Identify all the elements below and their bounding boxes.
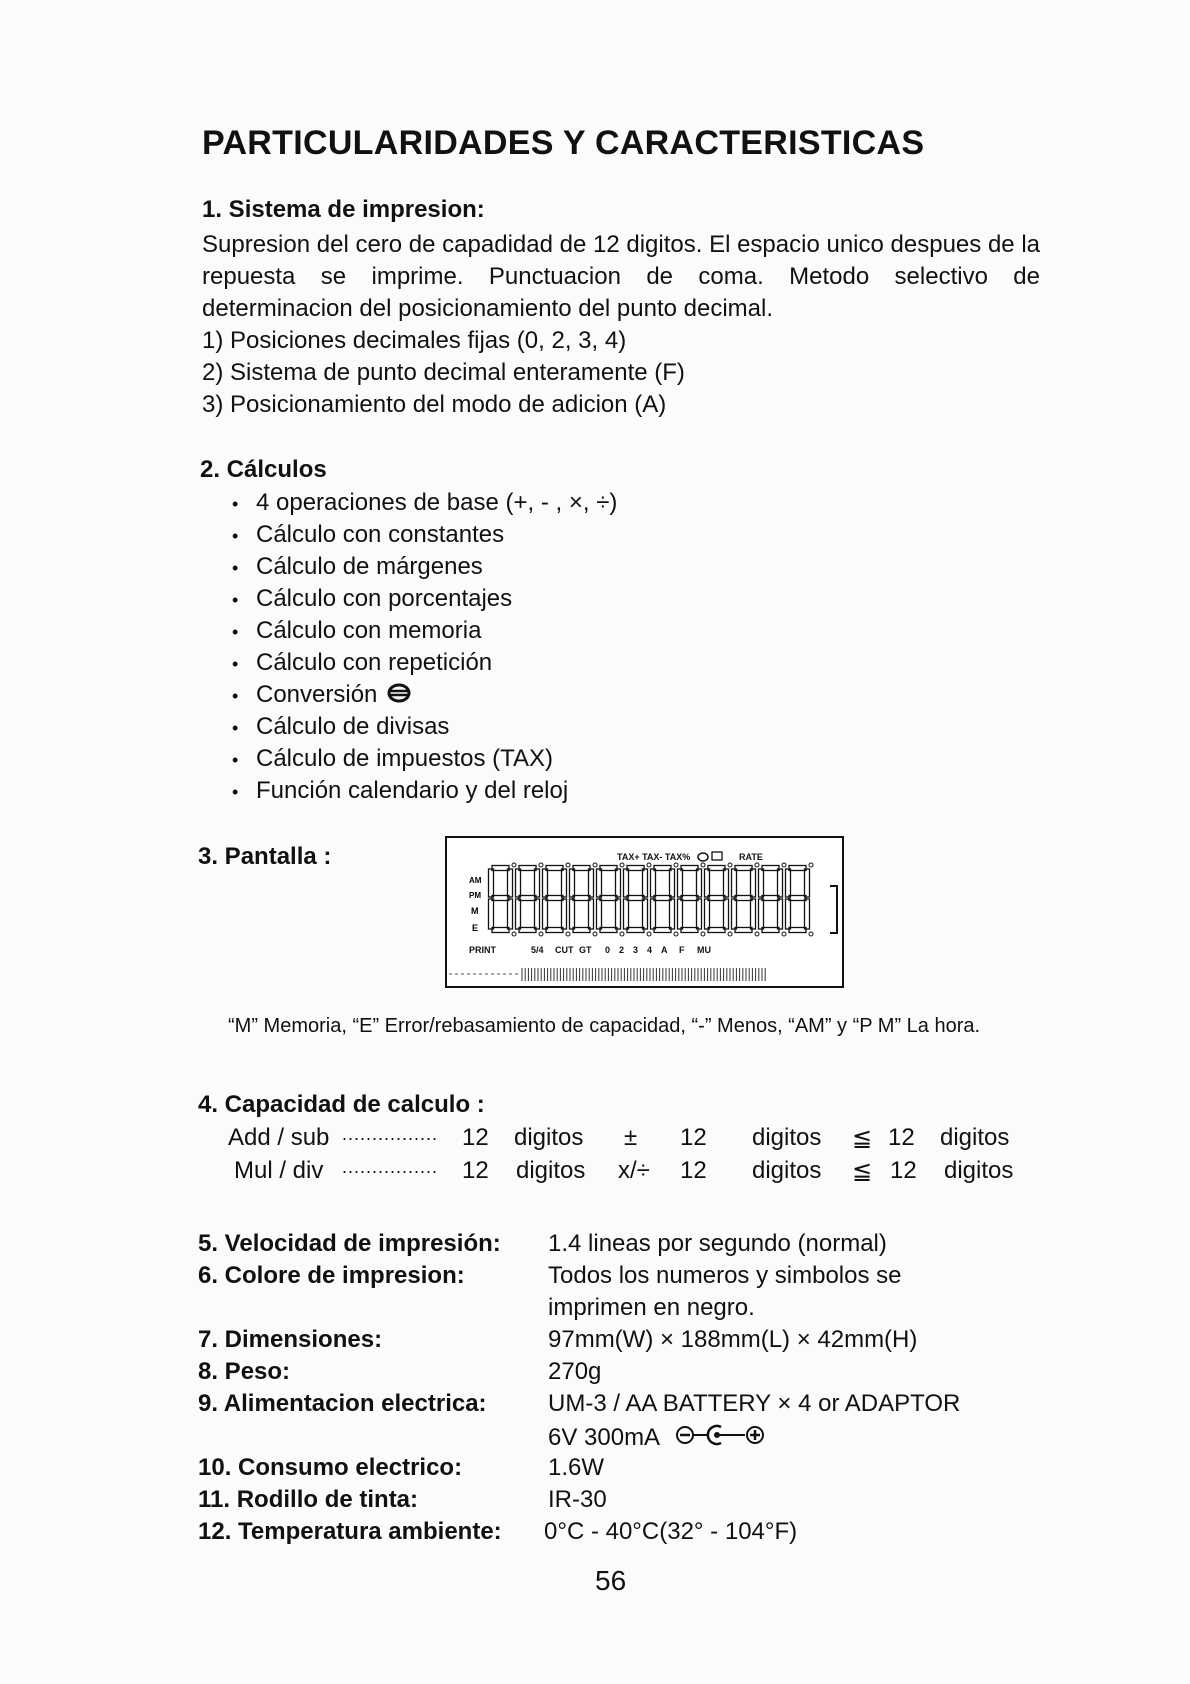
- lcd-bottom-label: F: [679, 945, 685, 955]
- page-title: PARTICULARIDADES Y CARACTERISTICAS: [202, 124, 925, 162]
- spec-label: 10. Consumo electrico:: [198, 1454, 463, 1481]
- section3-heading: 3. Pantalla :: [198, 843, 332, 870]
- capacity-unit: digitos: [516, 1157, 586, 1184]
- spec-value: Todos los numeros y simbolos se: [548, 1262, 902, 1289]
- lcd-digit: [678, 863, 706, 936]
- capacity-label: Add / sub: [228, 1124, 330, 1151]
- section1-heading: 1. Sistema de impresion:: [202, 196, 485, 223]
- lcd-bottom-label: 4: [647, 945, 653, 955]
- list-item: • 4 operaciones de base (+, - , ×, ÷): [232, 487, 617, 519]
- lcd-left-label: AM: [469, 876, 482, 885]
- capacity-unit: digitos: [514, 1124, 584, 1151]
- spec-value: 0°C - 40°C(32° - 104°F): [544, 1518, 798, 1545]
- list-item-conversion: [232, 679, 617, 711]
- lcd-svg: [447, 838, 842, 986]
- section4-heading: 4. Capacidad de calculo :: [198, 1091, 485, 1118]
- adaptor-polarity-icon: [675, 1422, 771, 1455]
- lcd-bottom-label: PRINT: [469, 945, 496, 955]
- list-item-text: Conversión: [256, 681, 378, 708]
- spec-value: 1.6W: [548, 1454, 605, 1481]
- display-caption: “M” Memoria, “E” Error/rebasamiento de capacidad, “-” Menos, “AM” y “P M” La hora.: [228, 1015, 981, 1037]
- spec-value: 270g: [548, 1358, 602, 1385]
- capacity-value: 12: [888, 1124, 915, 1151]
- list-item: • Cálculo de impuestos (TAX): [232, 743, 617, 775]
- lcd-digit: [732, 863, 760, 936]
- capacity-value: 12: [680, 1157, 707, 1184]
- lcd-rate-label: RATE: [739, 852, 763, 862]
- lcd-top-labels: TAX+ TAX- TAX%: [617, 852, 691, 862]
- capacity-unit: digitos: [752, 1124, 822, 1151]
- lcd-bottom-label: A: [661, 945, 668, 955]
- lcd-bottom-label: MU: [697, 945, 711, 955]
- lcd-bottom-label: 0: [605, 945, 611, 955]
- lcd-bottom-label: 2: [619, 945, 625, 955]
- adaptor-rating: 6V 300mA: [548, 1423, 659, 1451]
- capacity-label: Mul / div: [234, 1157, 324, 1184]
- list-item: 2) Sistema de punto decimal enteramente (F): [202, 359, 685, 386]
- lcd-digit: [651, 863, 679, 936]
- capacity-value: 12: [462, 1124, 489, 1151]
- spec-label: 9. Alimentacion electrica:: [198, 1390, 487, 1417]
- lcd-paper-ticks: [449, 968, 765, 981]
- lcd-left-label: M: [471, 906, 479, 916]
- calculations-list: [232, 487, 617, 807]
- capacity-value: 12: [462, 1157, 489, 1184]
- lcd-digit: [786, 863, 814, 936]
- lcd-digit: [759, 863, 787, 936]
- spec-value: 97mm(W) × 188mm(L) × 42mm(H): [548, 1326, 918, 1353]
- lcd-left-label: PM: [469, 891, 481, 900]
- spec-value-continued: [548, 1422, 771, 1455]
- list-item: • Cálculo con porcentajes: [232, 583, 617, 615]
- lcd-digit: [516, 863, 544, 936]
- lcd-left-labels: [469, 876, 482, 933]
- capacity-unit: digitos: [944, 1157, 1014, 1184]
- list-item: 1) Posiciones decimales fijas (0, 2, 3, 4): [202, 327, 627, 354]
- list-item: • Cálculo con constantes: [232, 519, 617, 551]
- spec-label: 11. Rodillo de tinta:: [198, 1486, 419, 1513]
- list-item: • Cálculo con repetición: [232, 647, 617, 679]
- list-item: 3) Posicionamiento del modo de adicion (A): [202, 391, 667, 418]
- lcd-display-diagram: [445, 836, 844, 988]
- lcd-printer-indicator-icon: [712, 852, 722, 860]
- list-item: • Cálculo con memoria: [232, 615, 617, 647]
- capacity-unit: digitos: [940, 1124, 1010, 1151]
- euro-conversion-icon: [387, 680, 411, 712]
- capacity-dots: ................: [342, 1124, 439, 1144]
- decimal-modes-list: [202, 325, 685, 421]
- capacity-operator: x/÷: [618, 1157, 650, 1184]
- lcd-digit: [624, 863, 652, 936]
- lcd-bottom-label: 5/4: [531, 945, 544, 955]
- spec-value: UM-3 / AA BATTERY × 4 or ADAPTOR: [548, 1390, 961, 1417]
- lcd-digit: [597, 863, 625, 936]
- lcd-bottom-label: CUT: [555, 945, 574, 955]
- lcd-euro-indicator-icon: [698, 853, 708, 861]
- page-number: 56: [595, 1565, 627, 1596]
- spec-label: 6. Colore de impresion:: [198, 1262, 465, 1289]
- spec-value-continued: imprimen en negro.: [548, 1294, 755, 1321]
- lcd-bottom-label: 3: [633, 945, 639, 955]
- spec-label: 7. Dimensiones:: [198, 1326, 383, 1353]
- lcd-bottom-labels: [469, 945, 711, 955]
- spec-label: 12. Temperatura ambiente:: [198, 1518, 502, 1545]
- lcd-digits: [489, 863, 814, 936]
- list-item: • Cálculo de divisas: [232, 711, 617, 743]
- lcd-digit: [570, 863, 598, 936]
- lcd-digit: [705, 863, 733, 936]
- spec-label: 8. Peso:: [198, 1358, 291, 1385]
- lcd-digit: [543, 863, 571, 936]
- section2-heading: 2. Cálculos: [200, 456, 327, 483]
- spec-value: 1.4 lineas por segundo (normal): [548, 1230, 887, 1257]
- list-item: • Cálculo de márgenes: [232, 551, 617, 583]
- list-item: • Función calendario y del reloj: [232, 775, 617, 807]
- capacity-value: 12: [680, 1124, 707, 1151]
- capacity-unit: digitos: [752, 1157, 822, 1184]
- capacity-compare: ≦: [852, 1125, 873, 1152]
- capacity-compare: ≦: [852, 1158, 873, 1185]
- capacity-value: 12: [890, 1157, 917, 1184]
- capacity-dots: ................: [342, 1157, 439, 1177]
- section1-paragraph: Supresion del cero de capadidad de 12 digitos. El espacio unico despues de la repuesta se imprime. Punctuacion de coma. Metodo selectivo de determinacion del posicionamiento del punto decimal.: [202, 231, 1040, 322]
- lcd-digit: [489, 863, 517, 936]
- lcd-left-label: E: [472, 923, 479, 933]
- spec-value: IR-30: [548, 1486, 607, 1513]
- lcd-bottom-label: GT: [579, 945, 592, 955]
- spec-label: 5. Velocidad de impresión:: [198, 1230, 501, 1257]
- capacity-operator: ±: [624, 1124, 638, 1151]
- lcd-bracket: [830, 886, 837, 933]
